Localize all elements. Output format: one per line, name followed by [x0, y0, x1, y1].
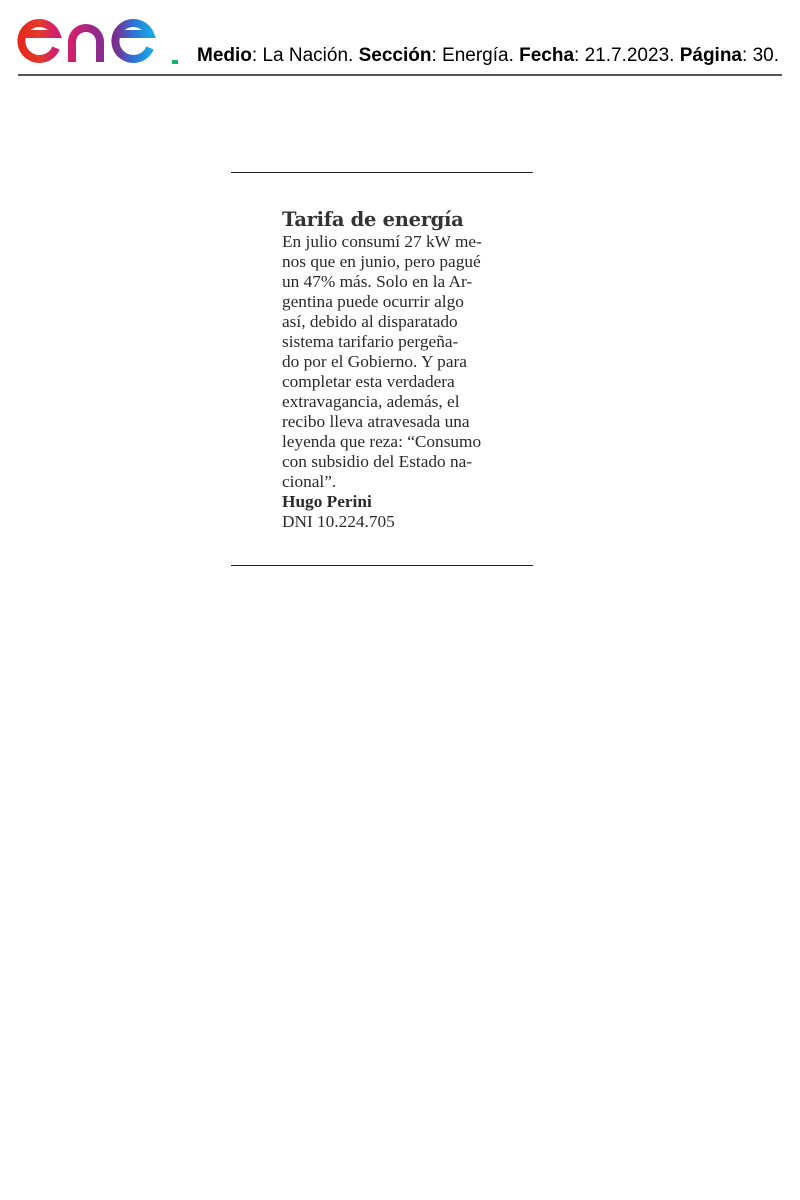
- clipping-header: [0, 0, 800, 80]
- letter-line: recibo lleva atravesada una: [282, 412, 470, 431]
- newspaper-clipping: [231, 172, 533, 566]
- letter-author: Hugo Perini: [282, 492, 372, 511]
- letter-line: gentina puede ocurrir algo: [282, 292, 464, 311]
- letter-line: sistema tarifario pergeña-: [282, 332, 459, 351]
- header-divider: [18, 74, 782, 76]
- reader-letter: [282, 208, 502, 532]
- letter-line: leyenda que reza: “Consumo: [282, 432, 482, 451]
- letter-line: así, debido al disparatado: [282, 312, 458, 331]
- letter-line: con subsidio del Estado na-: [282, 452, 473, 471]
- seccion-label: Sección: [358, 45, 432, 66]
- letter-author-dni: DNI 10.224.705: [282, 512, 395, 531]
- clipping-metadata: Medio: La Nación. Sección: Energía. Fecha: 21.7.2023. Página: 30.: [197, 45, 779, 66]
- fecha-label: Fecha: [519, 45, 575, 66]
- letter-line: En julio consumí 27 kW me-: [282, 232, 482, 251]
- letter-line: un 47% más. Solo en la Ar-: [282, 272, 473, 291]
- letter-line: completar esta verdadera: [282, 372, 455, 391]
- pagina-label: Página: [679, 45, 743, 66]
- fecha-value: 21.7.2023: [584, 45, 670, 66]
- enel-logo: [16, 4, 182, 68]
- letter-line: extravagancia, además, el: [282, 392, 460, 411]
- pagina-value: 30: [752, 45, 774, 66]
- seccion-value: Energía: [442, 45, 509, 66]
- letter-line: nos que en junio, pero pagué: [282, 252, 481, 271]
- letter-line: do por el Gobierno. Y para: [282, 352, 467, 371]
- medio-label: Medio: [197, 45, 252, 66]
- medio-value: La Nación: [262, 45, 349, 66]
- letter-body: [282, 232, 502, 492]
- letter-line: cional”.: [282, 472, 337, 491]
- letter-title: Tarifa de energía: [282, 208, 464, 231]
- clipping-top-rule: [231, 172, 533, 173]
- clipping-bottom-rule: [231, 565, 533, 566]
